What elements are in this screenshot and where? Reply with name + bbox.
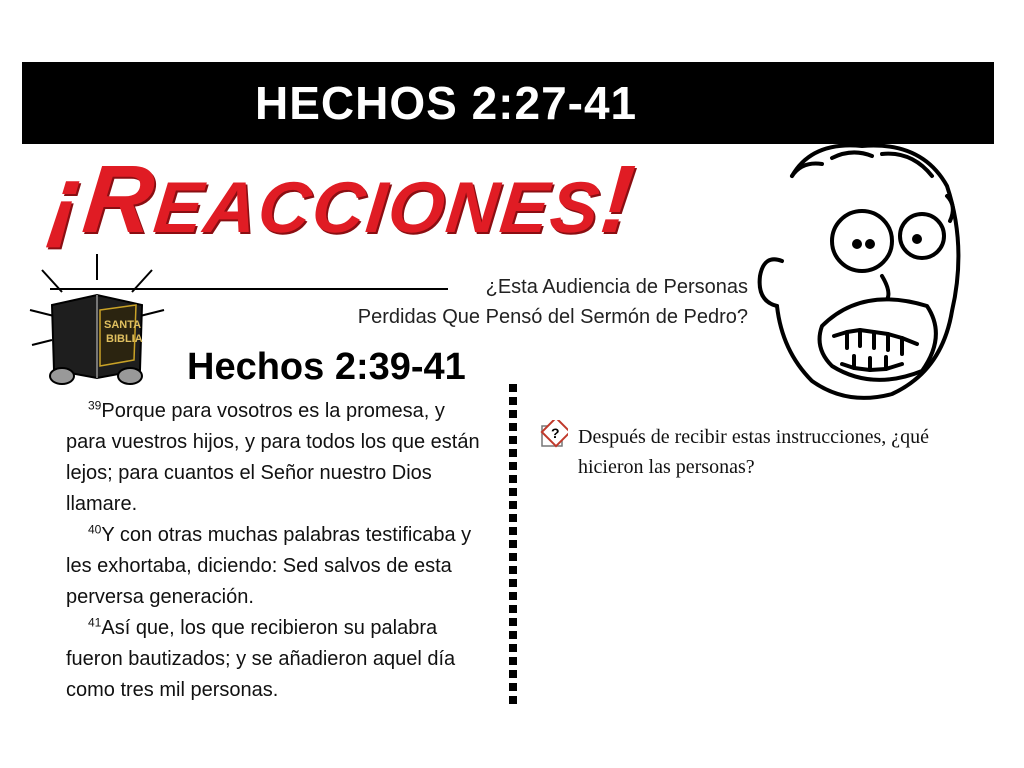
dotted-divider (509, 384, 517, 704)
header-bar (22, 62, 994, 144)
bible-cover-line-2: BIBLIA (106, 333, 143, 345)
verse-text: Y con otras muchas palabras testificaba y les exhortaba, diciendo: Sed salvos de esta perversa generación. (66, 524, 472, 608)
question-text: Después de recibir estas instrucciones, ¿qué hicieron las personas? (578, 426, 929, 478)
bible-icon (22, 250, 172, 390)
title-close-mark: ! (595, 146, 642, 253)
bible-cover-line-1: SANTA (104, 319, 142, 331)
verse-number: 40 (88, 522, 102, 537)
verse-number: 41 (88, 615, 102, 630)
verse-number: 39 (88, 398, 102, 413)
scripture-passage (66, 396, 486, 706)
title-rest: EACCIONES (150, 168, 605, 248)
reference-title: Hechos 2:39-41 (187, 346, 466, 388)
title-open-mark: ¡ (44, 146, 90, 253)
subtitle-line-1: ¿Esta Audiencia de Personas (485, 276, 748, 298)
subtitle (358, 272, 748, 332)
subtitle-line-2: Perdidas Que Pensó del Sermón de Pedro? (357, 306, 748, 328)
verse (66, 396, 486, 520)
verse-text: Porque para vosotros es la promesa, y para vuestros hijos, y para todos los que están lejos; para cuantos el Señor nuestro Dios llamare. (66, 400, 480, 515)
title-first-letter: R (78, 146, 161, 253)
svg-text:?: ? (551, 425, 560, 441)
verse-text: Así que, los que recibieron su palabra fueron bautizados; y se añadieron aquel día como tres mil personas. (66, 617, 456, 701)
header-title: HECHOS 2:27-41 (255, 77, 638, 129)
verse (66, 520, 486, 613)
main-title (44, 146, 642, 253)
verse (66, 613, 486, 706)
shocked-face-icon (752, 136, 972, 406)
question-mark-icon (540, 420, 568, 448)
